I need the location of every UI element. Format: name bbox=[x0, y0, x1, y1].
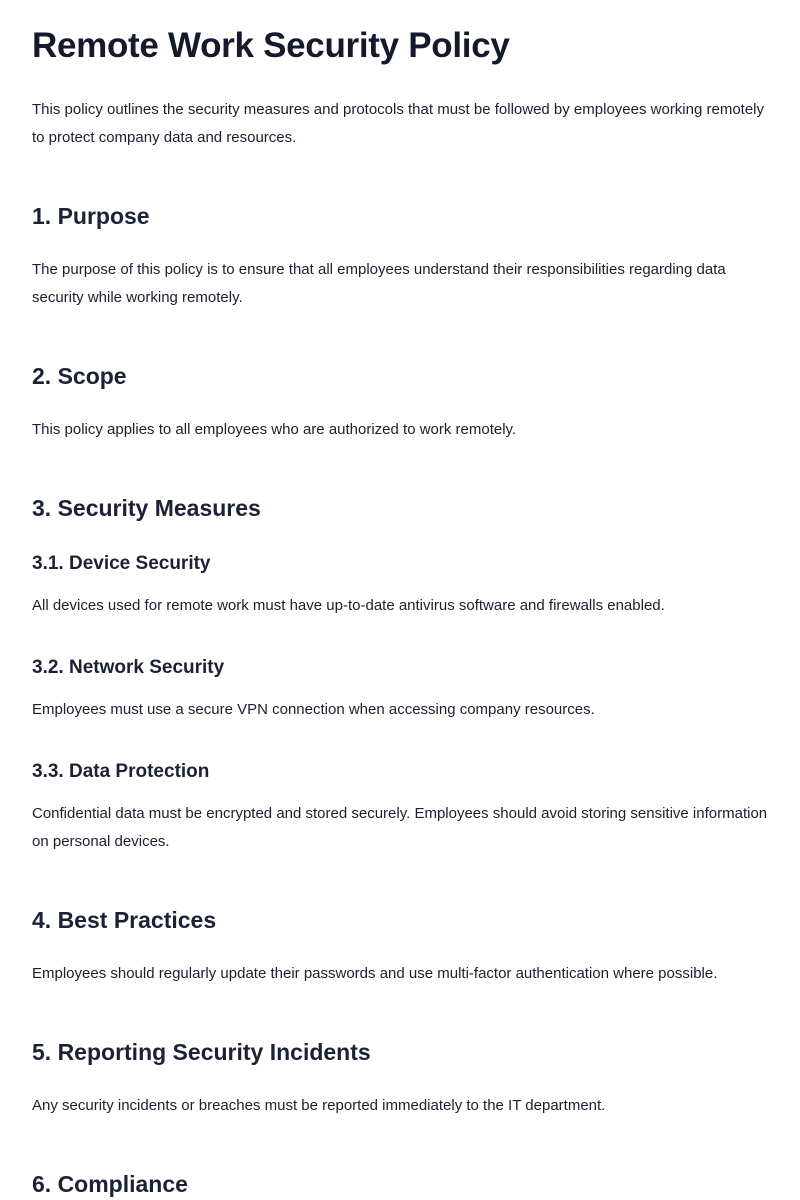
subsection-heading-data-protection: 3.3. Data Protection bbox=[32, 761, 210, 782]
section-heading-reporting-incidents: 5. Reporting Security Incidents bbox=[32, 1039, 371, 1065]
subsection-body-device-security: All devices used for remote work must have up-to-date antivirus software and firewalls enabled. bbox=[32, 597, 665, 614]
section-body-purpose: The purpose of this policy is to ensure that all employees understand their responsibilities regarding data security while working remotely. bbox=[32, 261, 726, 306]
section-heading-security-measures: 3. Security Measures bbox=[32, 495, 261, 521]
subsection-body-data-protection: Confidential data must be encrypted and stored securely. Employees should avoid storing sensitive information on personal devices. bbox=[32, 805, 768, 850]
page-title: Remote Work Security Policy bbox=[32, 26, 510, 65]
section-body-scope: This policy applies to all employees who are authorized to work remotely. bbox=[32, 421, 517, 438]
section-body-reporting-incidents: Any security incidents or breaches must be reported immediately to the IT department. bbox=[32, 1097, 606, 1114]
subsection-body-network-security: Employees must use a secure VPN connection when accessing company resources. bbox=[32, 701, 595, 718]
section-heading-best-practices: 4. Best Practices bbox=[32, 907, 217, 933]
section-heading-compliance: 6. Compliance bbox=[32, 1171, 188, 1197]
section-heading-purpose: 1. Purpose bbox=[32, 203, 150, 229]
subsection-heading-network-security: 3.2. Network Security bbox=[32, 657, 225, 678]
section-heading-scope: 2. Scope bbox=[32, 363, 127, 389]
intro-paragraph: This policy outlines the security measures and protocols that must be followed by employees working remotely to protect company data and resources. bbox=[32, 101, 765, 146]
subsection-heading-device-security: 3.1. Device Security bbox=[32, 553, 211, 574]
section-body-best-practices: Employees should regularly update their passwords and use multi-factor authentication where possible. bbox=[32, 965, 718, 982]
